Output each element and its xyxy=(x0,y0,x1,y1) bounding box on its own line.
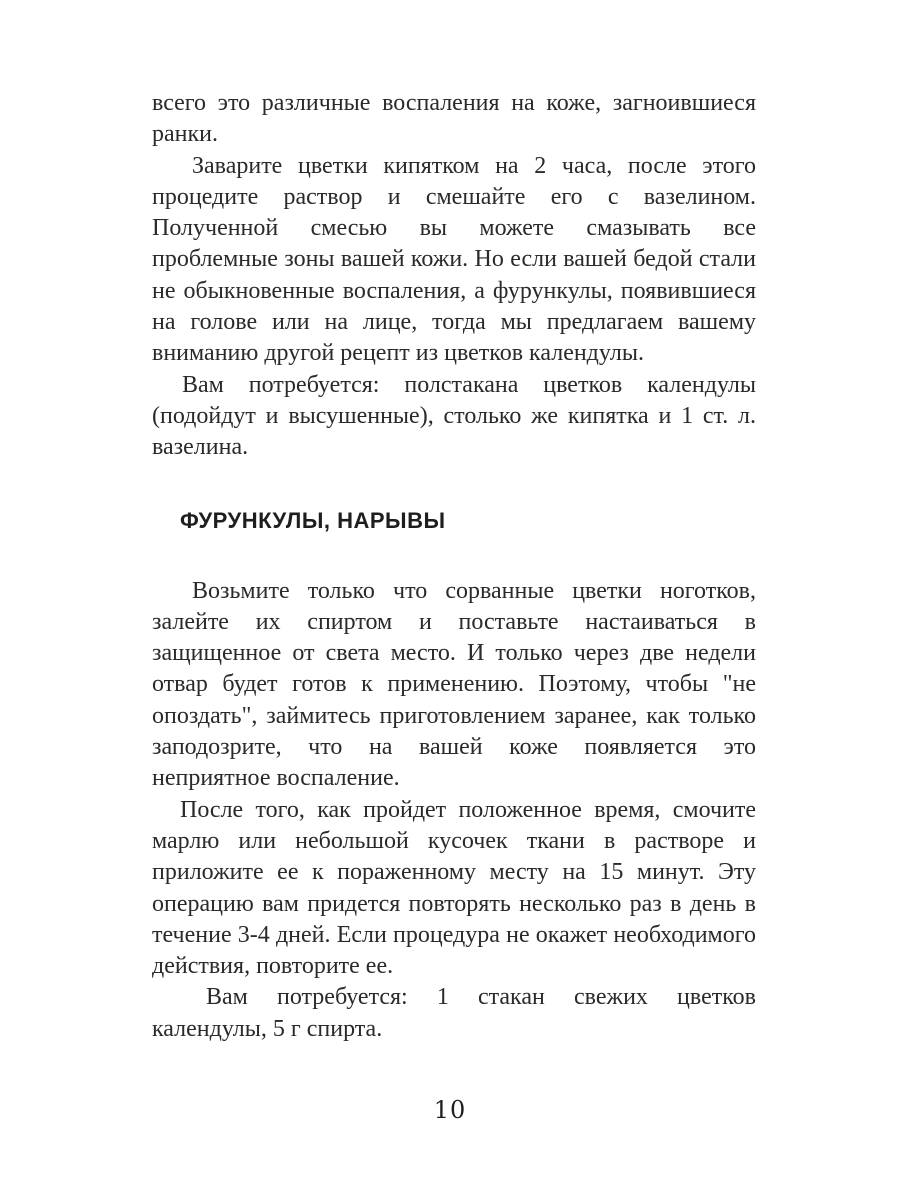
section-heading: ФУРУНКУЛЫ, НАРЫВЫ xyxy=(180,507,446,533)
paragraph-ingredients-1: Вам потребуется: полстакана цветков календулы (подойдут и высушенные), столько же кипятка и 1 ст. л. вазелина. xyxy=(152,371,756,461)
page-body xyxy=(152,88,756,1045)
paragraph-ingredients-2: Вам потребуется: 1 стакан свежих цветков календулы, 5 г спирта. xyxy=(152,984,756,1042)
paragraph-continuation: всего это различные воспаления на коже, загноившиеся ранки. xyxy=(152,90,756,148)
page-number: 10 xyxy=(433,1096,467,1124)
paragraph-brewing-instructions: Заварите цветки кипятком на 2 часа, после этого процедите раствор и смешайте его с вазелином. Полученной смесью вы можете смазывать все проблемные зоны вашей кожи. Но если вашей бедой стали не обыкновенные воспаления, а фурункулы, появившиеся на голове или на лице, тогда мы предлагаем вашему вниманию другой рецепт из цветков календулы. xyxy=(152,152,756,367)
paragraph-application-instructions: После того, как пройдет положенное время, смочите марлю или небольшой кусочек ткани в растворе и приложите ее к пораженному месту на 15 минут. Эту операцию вам придется повторять несколько раз в день в течение 3-4 дней. Если процедура не окажет необходимого действия, повторите ее. xyxy=(152,796,756,980)
paragraph-tincture-instructions: Возьмите только что сорванные цветки ноготков, залейте их спиртом и поставьте настаиваться в защищенное от света место. И только через две недели отвар будет готов к применению. Поэтому, чтобы "не опоздать", займитесь приготовлением заранее, как только заподозрите, что на вашей коже появляется это неприятное воспаление. xyxy=(152,577,756,792)
